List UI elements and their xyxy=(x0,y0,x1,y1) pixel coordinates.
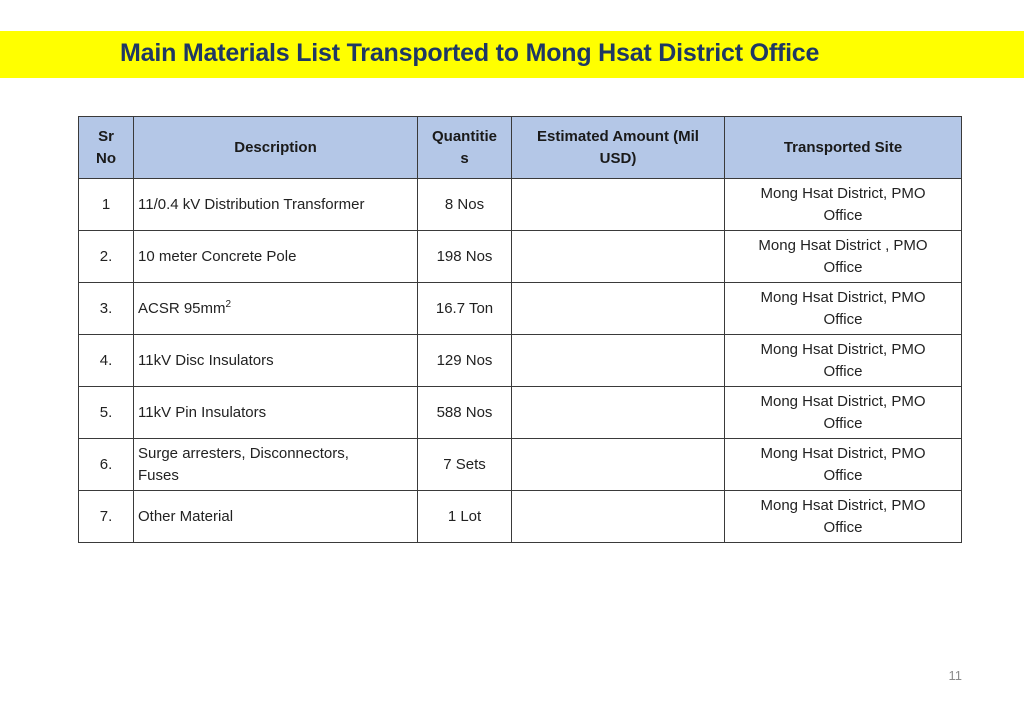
cell-description: 11kV Pin Insulators xyxy=(134,387,418,439)
cell-site: Mong Hsat District, PMO Office xyxy=(725,335,962,387)
cell-quantity: 198 Nos xyxy=(418,231,512,283)
cell-description: 11/0.4 kV Distribution Transformer xyxy=(134,179,418,231)
page-title: Main Materials List Transported to Mong Hsat District Office xyxy=(120,39,820,67)
cell-sr: 1 xyxy=(79,179,134,231)
cell-quantity: 16.7 Ton xyxy=(418,283,512,335)
table-header-row xyxy=(79,117,962,179)
cell-amount xyxy=(512,179,725,231)
cell-site: Mong Hsat District, PMO Office xyxy=(725,439,962,491)
cell-description: 11kV Disc Insulators xyxy=(134,335,418,387)
cell-amount xyxy=(512,439,725,491)
table-row xyxy=(79,283,962,335)
cell-sr: 7. xyxy=(79,491,134,543)
cell-amount xyxy=(512,335,725,387)
cell-quantity: 129 Nos xyxy=(418,335,512,387)
cell-site: Mong Hsat District, PMO Office xyxy=(725,283,962,335)
cell-sr: 3. xyxy=(79,283,134,335)
cell-description: Other Material xyxy=(134,491,418,543)
table-row xyxy=(79,179,962,231)
header-estimated-amount: Estimated Amount (Mil USD) xyxy=(512,117,725,179)
cell-site: Mong Hsat District , PMO Office xyxy=(725,231,962,283)
cell-quantity: 588 Nos xyxy=(418,387,512,439)
cell-sr: 5. xyxy=(79,387,134,439)
header-description: Description xyxy=(134,117,418,179)
materials-table xyxy=(78,116,962,543)
page-number: 11 xyxy=(948,668,962,683)
header-transported-site: Transported Site xyxy=(725,117,962,179)
table-row xyxy=(79,387,962,439)
cell-amount xyxy=(512,387,725,439)
cell-description: ACSR $95mm^2$ xyxy=(134,283,418,335)
cell-quantity: 1 Lot xyxy=(418,491,512,543)
cell-sr: 6. xyxy=(79,439,134,491)
cell-amount xyxy=(512,491,725,543)
table-row xyxy=(79,231,962,283)
cell-quantity: 8 Nos xyxy=(418,179,512,231)
cell-description: 10 meter Concrete Pole xyxy=(134,231,418,283)
table-row xyxy=(79,335,962,387)
cell-site: Mong Hsat District, PMO Office xyxy=(725,179,962,231)
header-sr-no: Sr No xyxy=(79,117,134,179)
header-quantities: Quantitie s xyxy=(418,117,512,179)
cell-amount xyxy=(512,231,725,283)
cell-amount xyxy=(512,283,725,335)
cell-site: Mong Hsat District, PMO Office xyxy=(725,387,962,439)
cell-sr: 2. xyxy=(79,231,134,283)
table-row xyxy=(79,439,962,491)
title-bar xyxy=(0,31,1024,78)
cell-site: Mong Hsat District, PMO Office xyxy=(725,491,962,543)
cell-quantity: 7 Sets xyxy=(418,439,512,491)
cell-sr: 4. xyxy=(79,335,134,387)
cell-description: Surge arresters, Disconnectors, Fuses xyxy=(134,439,418,491)
table-row xyxy=(79,491,962,543)
